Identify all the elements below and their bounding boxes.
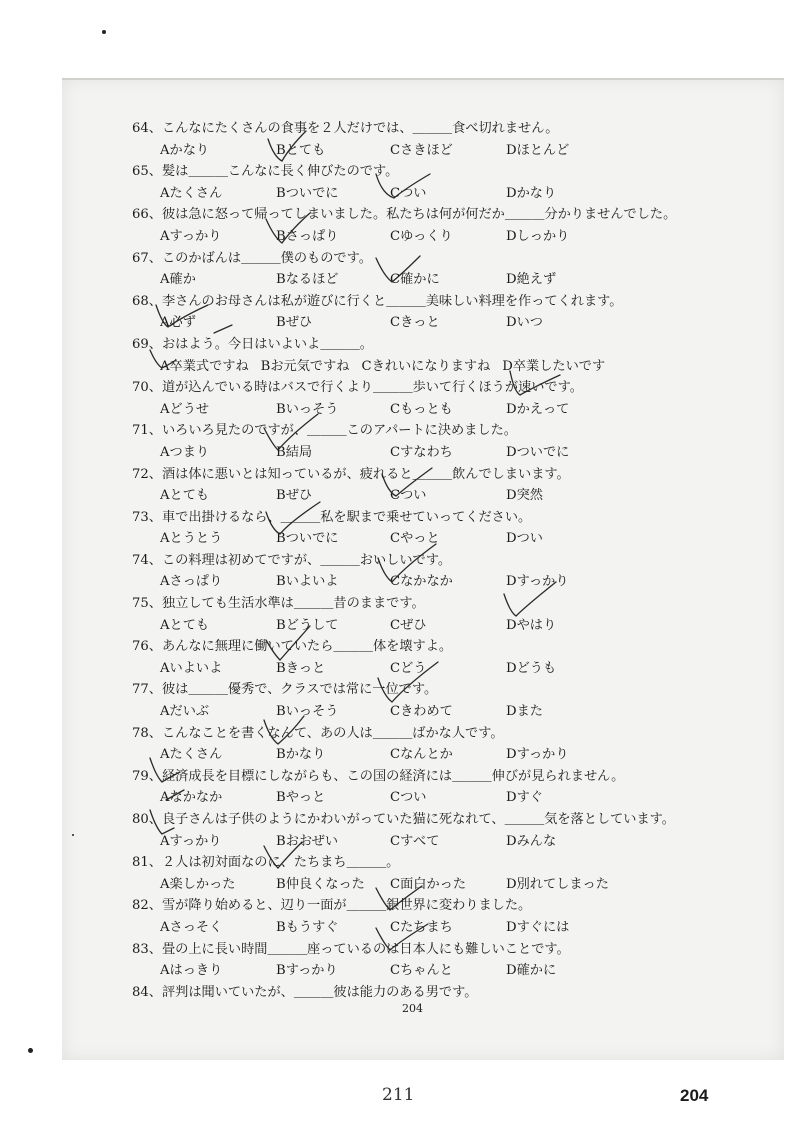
answer-option: B仲良くなった — [276, 876, 365, 892]
answer-option: Bやっと — [276, 790, 326, 806]
answer-option: Cゆっくり — [390, 228, 453, 244]
answer-option: Aいよいよ — [160, 660, 223, 676]
answer-options — [132, 528, 732, 550]
answer-option: Dすっかり — [506, 747, 569, 763]
answer-option: Bついでに — [276, 531, 339, 547]
question-stem: 71、いろいろ見たのですが、＿＿＿このアパートに決めました。 — [132, 423, 517, 439]
inner-page-number: 204 — [402, 1002, 423, 1015]
answer-option: Cつい — [390, 185, 427, 201]
speck — [28, 1048, 33, 1053]
answer-options — [132, 399, 732, 421]
answer-option: Aとうとう — [160, 531, 223, 547]
answer-option: Dまた — [506, 704, 543, 720]
answer-options — [132, 744, 732, 766]
question-stem: 64、こんなにたくさんの食事を２人だけでは、＿＿＿食べ切れません。 — [132, 121, 559, 136]
answer-option: Dかえって — [506, 401, 570, 417]
answer-option: Dみんな — [506, 833, 557, 849]
answer-option: Bいっそう — [276, 401, 339, 417]
answer-option: Bおおぜい — [276, 833, 339, 849]
answer-option: Bいっそう — [276, 704, 339, 720]
answer-option: Dすぐには — [506, 919, 570, 935]
answer-option: Cきわめて — [390, 704, 453, 720]
question-stem: 73、車で出掛けるなら、＿＿＿私を駅まで乗せていってください。 — [132, 509, 532, 525]
answer-option: D別れてしまった — [506, 876, 609, 892]
answer-option: Bついでに — [276, 185, 339, 201]
answer-option: Aさっそく — [160, 919, 223, 935]
answer-option: A楽しかった — [160, 876, 236, 892]
answer-options — [132, 356, 732, 378]
answer-options — [132, 442, 732, 464]
question-stem: 66、彼は急に怒って帰ってしまいました。私たちは何が何だか＿＿＿分かりませんでした。 — [132, 207, 677, 223]
answer-option: Cやっと — [390, 531, 440, 547]
answer-option: C面白かった — [390, 876, 467, 892]
question-stem: 78、こんなことを書くなんて、あの人は＿＿＿ばかな人です。 — [132, 725, 504, 741]
answer-options — [132, 571, 732, 593]
answer-option: Aかなり — [160, 142, 210, 158]
question-stem: 80、良子さんは子供のようにかわいがっていた猫に死なれて、＿＿＿気を落としています。 — [132, 812, 675, 827]
answer-options — [132, 917, 732, 939]
answer-option: Bぜひ — [276, 488, 313, 504]
answer-options — [132, 226, 732, 248]
question-stem: 76、あんなに無理に働いていたら＿＿＿体を壊すよ。 — [132, 639, 453, 655]
answer-option: Bきっと — [276, 660, 326, 676]
answer-option: A卒業式ですね — [160, 358, 249, 374]
answer-option: Dどうも — [506, 660, 557, 676]
answer-option: B結局 — [276, 444, 313, 460]
answer-option: Aたくさん — [160, 747, 223, 763]
question-stem: 84、評判は聞いていたが、＿＿＿彼は能力のある男です。 — [132, 984, 478, 1000]
footer-page-number-bold: 204 — [680, 1086, 709, 1105]
answer-options — [132, 485, 732, 507]
answer-option: Bどうして — [276, 617, 339, 633]
question-stem: 75、独立しても生活水準は＿＿＿昔のままです。 — [132, 596, 425, 612]
answer-option: Dかなり — [506, 185, 557, 201]
question-stem: 79、経済成長を目標にしながらも、この国の経済には＿＿＿伸びが見られません。 — [132, 768, 625, 784]
question-list — [132, 118, 732, 1003]
answer-option: Cぜひ — [390, 617, 427, 633]
answer-options — [132, 140, 732, 162]
answer-option: Dいつ — [506, 315, 543, 331]
answer-options — [132, 183, 732, 205]
question-stem: 83、畳の上に長い時間＿＿＿座っているのは日本人にも難しいことです。 — [132, 941, 570, 957]
answer-options — [132, 787, 732, 809]
answer-option: Cさきほど — [390, 142, 453, 158]
answer-options — [132, 874, 732, 896]
answer-option: Cなかなか — [390, 574, 453, 590]
answer-option: D絶えず — [506, 272, 557, 288]
scan-edge — [62, 78, 784, 80]
answer-option: Aさっぱり — [160, 574, 223, 590]
answer-option: Aだいぶ — [160, 704, 210, 720]
answer-option: Dすぐ — [506, 790, 543, 806]
answer-options — [132, 701, 732, 723]
answer-option: Aはっきり — [160, 963, 223, 979]
answer-options — [132, 960, 732, 982]
question-stem: 69、おはよう。今日はいよいよ＿＿＿。 — [132, 336, 373, 352]
question-stem: 67、このかばんは＿＿＿僕のものです。 — [132, 250, 372, 266]
answer-option: Dつい — [506, 531, 543, 547]
answer-options — [132, 269, 732, 291]
answer-option: Aすっかり — [160, 833, 222, 849]
answer-option: Cたちまち — [390, 919, 453, 935]
speck — [102, 30, 106, 34]
answer-option: Cつい — [390, 488, 427, 504]
answer-option: Aとても — [160, 488, 210, 504]
question-stem: 81、２人は初対面なのに、たちまち＿＿＿。 — [132, 855, 400, 871]
answer-option: A確か — [160, 272, 196, 288]
answer-option: Cすなわち — [390, 444, 453, 460]
answer-option: Dしっかり — [506, 228, 570, 244]
question-stem: 77、彼は＿＿＿優秀で、クラスでは常に一位です。 — [132, 682, 438, 698]
answer-options — [132, 831, 732, 853]
answer-options — [132, 658, 732, 680]
answer-option: Cきっと — [390, 315, 440, 331]
answer-option: Dほとんど — [506, 142, 570, 158]
answer-options — [132, 312, 732, 334]
answer-option: Aすっかり — [160, 228, 222, 244]
answer-options — [132, 615, 732, 637]
answer-option: Cちゃんと — [390, 963, 453, 979]
answer-option: Bもうすぐ — [276, 919, 339, 935]
answer-option: Bお元気ですね — [260, 358, 350, 374]
answer-option: Cきれいになりますね — [361, 358, 491, 374]
question-stem: 82、雪が降り始めると、辺り一面が＿＿＿銀世界に変わりました。 — [132, 898, 532, 914]
answer-option: Dやはり — [506, 617, 557, 633]
answer-option: Aとても — [160, 617, 210, 633]
footer-page-number: 211 — [382, 1085, 415, 1105]
question-stem: 68、李さんのお母さんは私が遊びに行くと＿＿＿美味しい料理を作ってくれます。 — [132, 293, 623, 309]
answer-option: Cもっとも — [390, 401, 453, 417]
answer-option: C確かに — [390, 272, 440, 288]
answer-option: Bとても — [276, 142, 326, 158]
answer-option: Aどうせ — [160, 401, 210, 417]
answer-option: Cどう — [390, 660, 427, 676]
answer-option: Bさっぱり — [276, 228, 339, 244]
answer-option: Cすべて — [390, 833, 440, 849]
question-stem: 74、この料理は初めてですが、＿＿＿おいしいです。 — [132, 552, 452, 568]
answer-option: Bぜひ — [276, 315, 313, 331]
answer-option: D卒業したいです — [502, 358, 606, 374]
answer-option: Aつまり — [160, 444, 210, 460]
answer-option: Bなるほど — [276, 272, 339, 288]
answer-option: Aなかなか — [160, 790, 223, 806]
answer-option: Dすっかり — [506, 574, 569, 590]
answer-option: Bすっかり — [276, 963, 338, 979]
answer-option: A必ず — [160, 315, 196, 331]
answer-option: Bいよいよ — [276, 574, 339, 590]
question-stem: 72、酒は体に悪いとは知っているが、疲れると＿＿＿飲んでしまいます。 — [132, 466, 570, 482]
answer-option: Cなんとか — [390, 747, 453, 763]
answer-option: D確かに — [506, 963, 557, 979]
answer-option: Bかなり — [276, 747, 326, 763]
answer-option: D突然 — [506, 488, 543, 504]
question-stem: 65、髪は＿＿＿こんなに長く伸びたのです。 — [132, 164, 399, 180]
answer-option: Aたくさん — [160, 185, 223, 201]
question-stem: 70、道が込んでいる時はバスで行くより＿＿＿歩いて行くほうが速いです。 — [132, 380, 583, 396]
answer-option: Dついでに — [506, 444, 570, 460]
answer-option: Cつい — [390, 790, 427, 806]
